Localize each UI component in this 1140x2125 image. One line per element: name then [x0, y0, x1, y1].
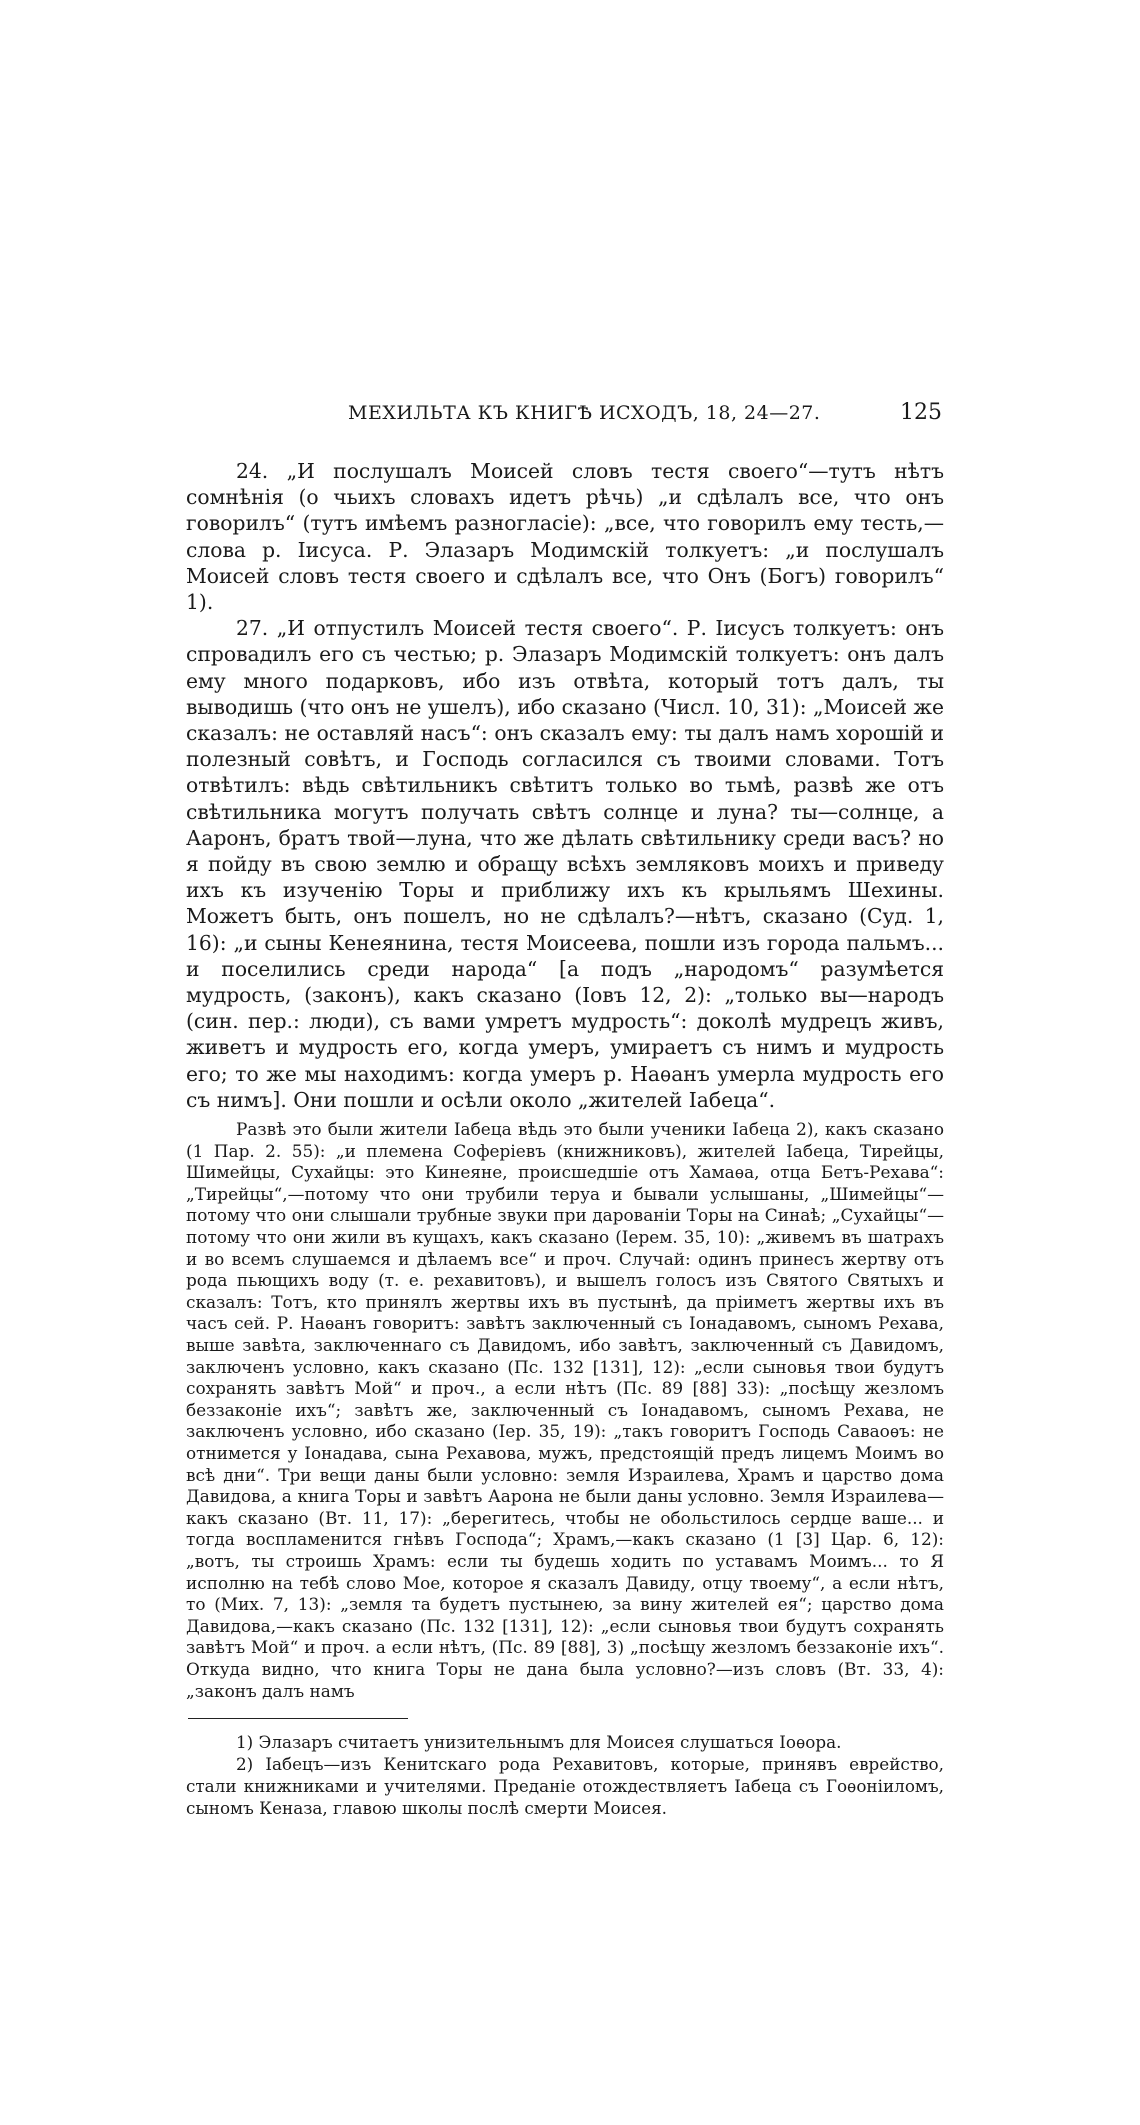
paragraph-commentary: Развѣ это были жители Іабеца вѣдь это были ученики Іабеца 2), какъ сказано (1 Пар. 2. 55): „и племена Соферіевъ (книжниковъ), жителей Іабеца, Тирейцы, Шимейцы, Сухайцы: это Кинеяне, происшедшіе отъ Хамаѳа, отца Бетъ-Рехава“: „Тирейцы“,—потому что они трубили теруа и бывали услышаны, „Шимейцы“—потому что они слышали трубные звуки при дарованіи Торы на Синаѣ; „Сухайцы“—потому что они жили въ кущахъ, какъ сказано (Іерем. 35, 10): „живемъ въ шатрахъ и во всемъ слушаемся и дѣлаемъ все“ и проч. Случай: одинъ принесъ жертву отъ рода пьющихъ воду (т. е. рехавитовъ), и вышелъ голосъ изъ Святого Святыхъ и сказалъ: Тотъ, кто принялъ жертвы ихъ въ пустынѣ, да пріиметъ жертвы ихъ въ часъ сей. Р. Наѳанъ говоритъ: завѣтъ заключенный съ Іонадавомъ, сыномъ Рехава, выше завѣта, заключеннаго съ Давидомъ, ибо завѣтъ, заключенный съ Давидомъ, заключенъ условно, какъ сказано (Пс. 132 [131], 12): „если сыновья твои будутъ сохранять завѣтъ Мой“ и проч., а если нѣтъ (Пс. 89 [88] 33): „посѣщу жезломъ беззаконіе ихъ“; завѣтъ же, заключенный съ Іонадавомъ, сыномъ Рехава, не заключенъ условно, ибо сказано (Іер. 35, 19): „такъ говоритъ Господь Саваоѳъ: не отнимется у Іонадава, сына Рехавова, мужъ, предстоящій предъ лицемъ Моимъ во всѣ дни“. Три вещи даны были условно: земля Израилева, Храмъ и царство дома Давидова, а книга Торы и завѣтъ Аарона не были даны условно. Земля Израилева—какъ сказано (Вт. 11, 17): „берегитесь, чтобы не обольстилось сердце ваше... и тогда воспламенится гнѣвъ Господа“; Храмъ,—какъ сказано (1 [3] Цар. 6, 12): „вотъ, ты строишь Храмъ: если ты будешь ходить по уставамъ Моимъ... то Я исполню на тебѣ слово Мое, которое я сказалъ Давиду, отцу твоему“, а если нѣтъ, то (Мих. 7, 13): „земля та будетъ пустынею, за вину жителей ея“; царство дома Давидова,—какъ сказано (Пс. 132 [131], 12): „если сыновья твои будутъ сохранять завѣтъ Мой“ и проч. а если нѣтъ, (Пс. 89 [88], 3) „посѣщу жезломъ беззаконіе ихъ“. Откуда видно, что книга Торы не дана была условно?—изъ словъ (Вт. 33, 4): „законъ далъ намъ — [186, 1119, 944, 1701]
page-header — [186, 400, 944, 436]
page-number: 125 — [900, 400, 942, 425]
footnote-1: 1) Элазаръ считаетъ унизительнымъ для Моисея слушаться Іоѳора. — [236, 1732, 842, 1753]
page — [186, 400, 944, 1819]
paragraph-verse-24: 24. „И послушалъ Моисей словъ тестя своего“—тутъ нѣтъ сомнѣнія (о чьихъ словахъ идетъ рѣчь) „и сдѣлалъ все, что онъ говорилъ“ (тутъ имѣемъ разногласіе): „все, что говорилъ ему тесть,—слова р. Іисуса. Р. Элазаръ Модимскій толкуетъ: „и послушалъ Моисей словъ тестя своего и сдѣлалъ все, что Онъ (Богъ) говорилъ“ 1). — [186, 459, 944, 615]
footnote-divider — [188, 1718, 408, 1719]
footnote-2: 2) Іабецъ—изъ Кенитскаго рода Рехавитовъ, которые, принявъ еврейство, стали книжниками и учителями. Преданіе отождествляетъ Іабеца съ Гоѳоніиломъ, сыномъ Кеназа, главою школы послѣ смерти Моисея. — [186, 1754, 944, 1819]
paragraph-verse-27: 27. „И отпустилъ Моисей тестя своего“. Р. Іисусъ толкуетъ: онъ спровадилъ его съ честью; р. Элазаръ Модимскій толкуетъ: онъ далъ ему много подарковъ, ибо изъ отвѣта, который тотъ далъ, ты выводишь (что онъ не ушелъ), ибо сказано (Числ. 10, 31): „Моисей же сказалъ: не оставляй насъ“: онъ сказалъ ему: ты далъ намъ хорошій и полезный совѣтъ, и Господь согласился съ твоими словами. Тотъ отвѣтилъ: вѣдь свѣтильникъ свѣтитъ только во тьмѣ, развѣ же отъ свѣтильника могутъ получать свѣтъ солнце и луна? ты—солнце, а Ааронъ, братъ твой—луна, что же дѣлать свѣтильнику среди васъ? но я пойду въ свою землю и обращу всѣхъ земляковъ моихъ и приведу ихъ къ изученію Торы и приближу ихъ къ крыльямъ Шехины. Можетъ быть, онъ пошелъ, но не сдѣлалъ?—нѣтъ, сказано (Суд. 1, 16): „и сыны Кенеянина, тестя Моисеева, пошли изъ города пальмъ... и поселились среди народа“ [а подъ „народомъ“ разумѣется мудрость, (законъ), какъ сказано (Іовъ 12, 2): „только вы—народъ (син. пер.: люди), съ вами умретъ мудрость“: доколѣ мудрецъ живъ, живетъ и мудрость его, когда умеръ, умираетъ съ нимъ и мудрость его; то же мы находимъ: когда умеръ р. Наѳанъ умерла мудрость его съ нимъ]. Они пошли и осѣли около „жителей Іабеца“. — [186, 616, 944, 1112]
running-title: МЕХИЛЬТА КЪ КНИГѢ ИСХОДЪ, 18, 24—27. — [348, 402, 821, 424]
